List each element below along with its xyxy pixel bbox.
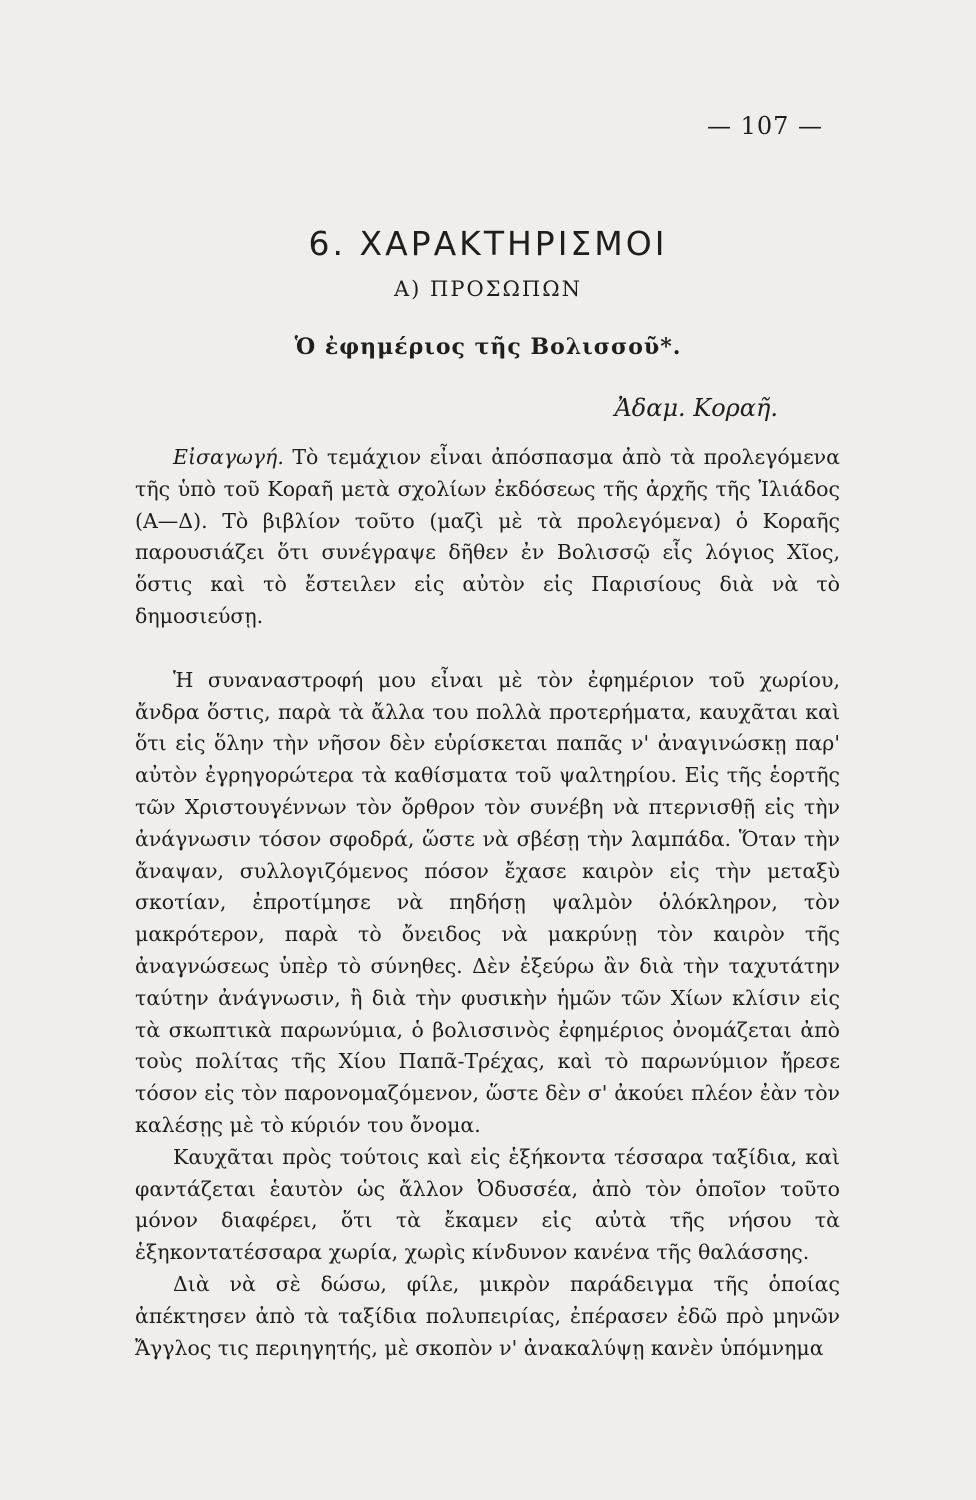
- intro-text: Τὸ τεμάχιον εἶναι ἀπόσπασμα ἀπὸ τὰ προλεγόμενα τῆς ὑπὸ τοῦ Κοραῆ μετὰ σχολίων ἐκδόσεως τῆς ἀρχῆς τῆς Ἰλιάδος (Α—Δ). Τὸ βιβλίον τοῦτο (μαζὶ μὲ τὰ προλεγόμενα) ὁ Κοραῆς παρουσιάζει ὅτι συνέγραψε δῆθεν ἐν Βολισσῷ εἷς λόγιος Χῖος, ὅστις καὶ τὸ ἔστειλεν εἰς αὐτὸν εἰς Παρισίους διὰ νὰ τὸ δημοσιεύσῃ.: [135, 445, 840, 628]
- author-name: Ἀδαμ. Κοραῆ.: [614, 394, 778, 422]
- section-title: Α) ΠΡΟΣΩΠΩΝ: [393, 277, 583, 301]
- chapter-title: 6. ΧΑΡΑΚΤΗΡΙΣΜΟΙ: [308, 224, 668, 264]
- body-paragraph: Καυχᾶται πρὸς τούτοις καὶ εἰς ἑξήκοντα τέσσαρα ταξίδια, καὶ φαντάζεται ἑαυτὸν ὡς ἄλλον Ὀδυσσέα, ἀπὸ τὸν ὁποῖον τοῦτο μόνον διαφέρει, ὅτι τὰ ἔκαμεν εἰς αὐτὰ τῆς νήσου τὰ ἑξηκοντατέσσαρα χωρία, χωρὶς κίνδυνον κανένα τῆς θαλάσσης.: [135, 1144, 840, 1265]
- work-title: Ὁ ἐφημέριος τῆς Βολισσοῦ*.: [294, 334, 682, 360]
- intro-label: Εἰσαγωγή.: [173, 445, 284, 469]
- page-number: — 107 —: [706, 112, 824, 140]
- intro-paragraph: [135, 442, 840, 633]
- body-paragraph: Ἡ συναναστροφή μου εἶναι μὲ τὸν ἐφημέριον τοῦ χωρίου, ἄνδρα ὅστις, παρὰ τὰ ἄλλα του πολλὰ προτερήματα, καυχᾶται καὶ ὅτι εἰς ὅλην τὴν νῆσον δὲν εὑρίσκεται παπᾶς ν' ἀναγινώσκῃ παρ' αὐτὸν ἐγρηγορώτερα τὰ καθίσματα τοῦ ψαλτηρίου. Εἰς τῆς ἑορτῆς τῶν Χριστουγέννων τὸν ὄρθρον τὸν συνέβη νὰ πτερνισθῇ εἰς τὴν ἀνάγνωσιν τόσον σφοδρά, ὥστε νὰ σβέσῃ τὴν λαμπάδα. Ὅταν τὴν ἄναψαν, συλλογιζόμενος πόσον ἔχασε καιρὸν εἰς τὴν μεταξὺ σκοτίαν, ἐπροτίμησε νὰ πηδήσῃ ψαλμὸν ὁλόκληρον, τὸν μακρότερον, παρὰ τὸ ὄνειδος νὰ μακρύνῃ τὸν καιρὸν τῆς ἀναγνώσεως ὑπὲρ τὸ σύνηθες. Δὲν ἐξεύρω ἂν διὰ τὴν ταχυτάτην ταύτην ἀνάγνωσιν, ἢ διὰ τὴν φυσικὴν ἡμῶν τῶν Χίων κλίσιν εἰς τὰ σκωπτικὰ παρωνύμια, ὁ βολισσινὸς ἐφημέριος ὀνομάζεται ἀπὸ τοὺς πολίτας τῆς Χίου Παπᾶ-Τρέχας, καὶ τὸ παρωνύμιον ἤρεσε τόσον εἰς τὸν παρονομαζόμενον, ὥστε δὲν σ' ἀκούει πλέον ἐὰν τὸν καλέσῃς μὲ τὸ κύριόν του ὄνομα.: [135, 667, 840, 1137]
- body-text: [135, 442, 840, 1364]
- body-paragraph: Διὰ νὰ σὲ δώσω, φίλε, μικρὸν παράδειγμα τῆς ὁποίας ἀπέκτησεν ἀπὸ τὰ ταξίδια πολυπειρίας, ἐπέρασεν ἐδῶ πρὸ μηνῶν Ἄγγλος τις περιηγητής, μὲ σκοπὸν ν' ἀνακαλύψῃ κανὲν ὑπόμνημα: [135, 1271, 840, 1360]
